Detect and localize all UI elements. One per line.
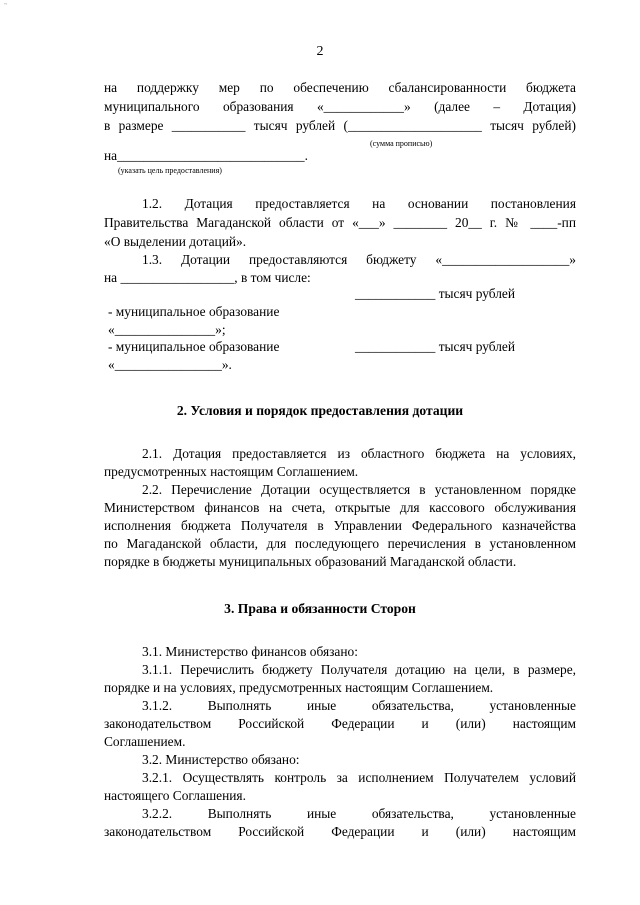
section-heading: 2. Условия и порядок предоставления дотации bbox=[176, 403, 464, 418]
text-line: настоящего Соглашения. bbox=[104, 788, 246, 803]
text-line: законодательством Российской Федерации и (или) настоящим bbox=[104, 716, 576, 731]
text-line: «О выделении дотаций». bbox=[104, 234, 247, 249]
section-heading: 3. Права и обязанности Сторон bbox=[224, 601, 416, 616]
amount-field: ____________ тысяч рублей bbox=[355, 286, 516, 301]
text-line: порядке и на условиях, предусмотренных настоящим Соглашением. bbox=[104, 680, 494, 695]
text-line: в размере ___________ тысяч рублей (____________________ тысяч рублей) bbox=[104, 118, 576, 133]
amount-field: ____________ тысяч рублей bbox=[355, 339, 516, 354]
text-line: порядке в бюджеты муниципальных образований Магаданской области. bbox=[104, 554, 517, 569]
text-line: на поддержку мер по обеспечению сбалансированности бюджета bbox=[104, 80, 576, 95]
text-line: Соглашением. bbox=[104, 734, 186, 749]
corner-mark: ~ bbox=[4, 2, 8, 8]
paragraph-3-2-1: 3.2.1. Осуществлять контроль за исполнением Получателем условий bbox=[142, 770, 576, 785]
caption-purpose: (указать цель предоставления) bbox=[118, 166, 222, 175]
municipality-name: «________________». bbox=[108, 357, 232, 372]
caption-amount-words: (сумма прописью) bbox=[370, 139, 433, 148]
text-line: на _________________, в том числе: bbox=[104, 270, 311, 285]
paragraph-3-1: 3.1. Министерство финансов обязано: bbox=[142, 644, 358, 659]
text-line: муниципального образования «____________» (далее – Дотация) bbox=[104, 99, 576, 114]
municipality-label: - муниципальное образование bbox=[108, 339, 280, 354]
paragraph-1-2: 1.2. Дотация предоставляется на основании постановления bbox=[142, 196, 576, 211]
paragraph-3-1-1: 3.1.1. Перечислить бюджету Получателя дотацию на цели, в размере, bbox=[142, 662, 576, 677]
text-line: Министерством финансов на счета, открытые для кассового обслуживания bbox=[104, 500, 576, 515]
paragraph-2-2: 2.2. Перечисление Дотации осуществляется в установленном порядке bbox=[142, 482, 576, 497]
paragraph-3-2-2: 3.2.2. Выполнять иные обязательства, установленные bbox=[142, 806, 576, 821]
text-line: законодательством Российской Федерации и (или) настоящим bbox=[104, 824, 576, 839]
paragraph-3-2: 3.2. Министерство обязано: bbox=[142, 752, 300, 767]
text-line: исполнения бюджета Получателя в Управлении Федерального казначейства bbox=[104, 518, 576, 533]
paragraph-3-1-2: 3.1.2. Выполнять иные обязательства, установленные bbox=[142, 698, 576, 713]
page-number: 2 bbox=[316, 44, 324, 59]
paragraph-1-3: 1.3. Дотации предоставляются бюджету «___________________» bbox=[142, 252, 576, 267]
municipality-label: - муниципальное образование bbox=[108, 304, 280, 319]
text-line: предусмотренных настоящим Соглашением. bbox=[104, 464, 359, 479]
text-line: по Магаданской области, для последующего перечисления в установленном bbox=[104, 536, 576, 551]
text-line: Правительства Магаданской области от «___» ________ 20__ г. № ____-пп bbox=[104, 215, 576, 230]
paragraph-2-1: 2.1. Дотация предоставляется из областного бюджета на условиях, bbox=[142, 446, 576, 461]
text-line: на____________________________. bbox=[104, 148, 308, 163]
municipality-name: «_______________»; bbox=[108, 322, 226, 337]
